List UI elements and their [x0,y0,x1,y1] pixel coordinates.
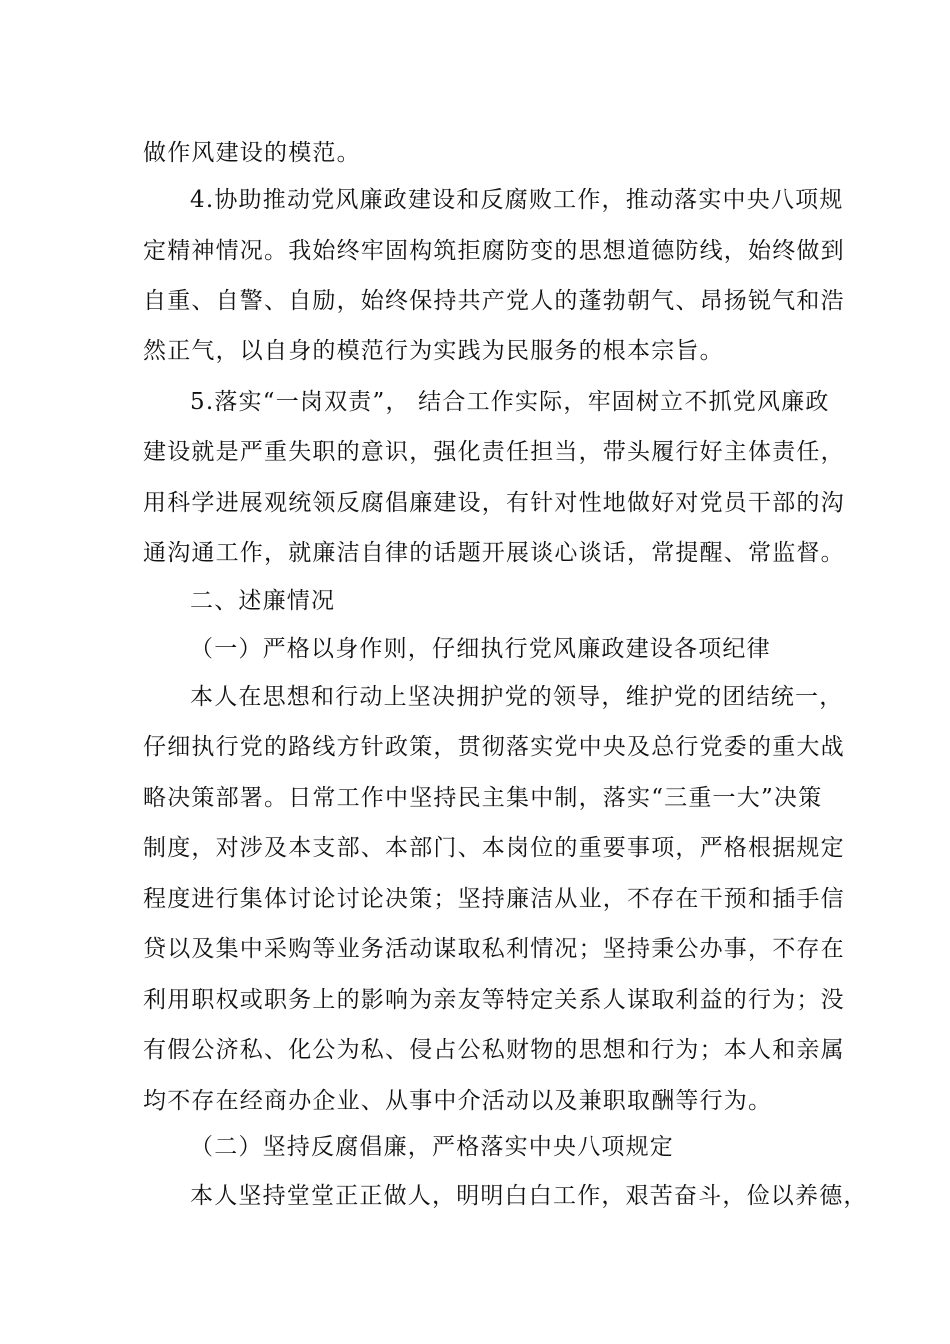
paragraph-line: 程度进行集体讨论讨论决策；坚持廉洁从业，不存在干预和插手信 [143,886,845,912]
paragraph-line: 建设就是严重失职的意识，强化责任担当，带头履行好主体责任， [143,439,845,465]
paragraph-line: 做作风建设的模范。 [143,140,361,166]
paragraph-line: 本人在思想和行动上坚决拥护党的领导，维护党的团结统一， [190,684,844,710]
paragraph-line: 利用职权或职务上的影响为亲友等特定关系人谋取利益的行为；没 [143,987,845,1013]
paragraph-line: 制度，对涉及本支部、本部门、本岗位的重要事项，严格根据规定 [143,835,845,861]
paragraph-line: 略决策部署。日常工作中坚持民主集中制，落实“三重一大”决策 [143,785,823,811]
paragraph-line: 有假公济私、化公为私、侵占公私财物的思想和行为；本人和亲属 [143,1037,845,1063]
paragraph-line: 然正气，以自身的模范行为实践为民服务的根本宗旨。 [143,338,724,364]
paragraph-line: 仔细执行党的路线方针政策，贯彻落实党中央及总行党委的重大战 [143,734,845,760]
paragraph-line: 5.落实“一岗双责”， 结合工作实际，牢固树立不抓党风廉政 [190,389,830,415]
paragraph-line: 用科学进展观统领反腐倡廉建设，有针对性地做好对党员干部的沟 [143,490,845,516]
paragraph-line: 定精神情况。我始终牢固构筑拒腐防变的思想道德防线，始终做到 [143,238,845,264]
section-heading: 二、述廉情况 [190,588,336,614]
paragraph-line: 自重、自警、自励，始终保持共产党人的蓬勃朝气、昂扬锐气和浩 [143,288,845,314]
subsection-heading: （二）坚持反腐倡廉，严格落实中央八项规定 [190,1134,674,1160]
paragraph-line: 通沟通工作，就廉洁自律的话题开展谈心谈话，常提醒、常监督。 [143,540,845,566]
paragraph-line: 均不存在经商办企业、从事中介活动以及兼职取酬等行为。 [143,1088,773,1114]
paragraph-line: 本人坚持堂堂正正做人，明明白白工作，艰苦奋斗，俭以养德， [190,1183,868,1209]
paragraph-line: 4.协助推动党风廉政建设和反腐败工作，推动落实中央八项规 [190,187,844,213]
subsection-heading: （一）严格以身作则，仔细执行党风廉政建设各项纪律 [190,636,771,662]
paragraph-line: 贷以及集中采购等业务活动谋取私利情况；坚持秉公办事，不存在 [143,936,845,962]
